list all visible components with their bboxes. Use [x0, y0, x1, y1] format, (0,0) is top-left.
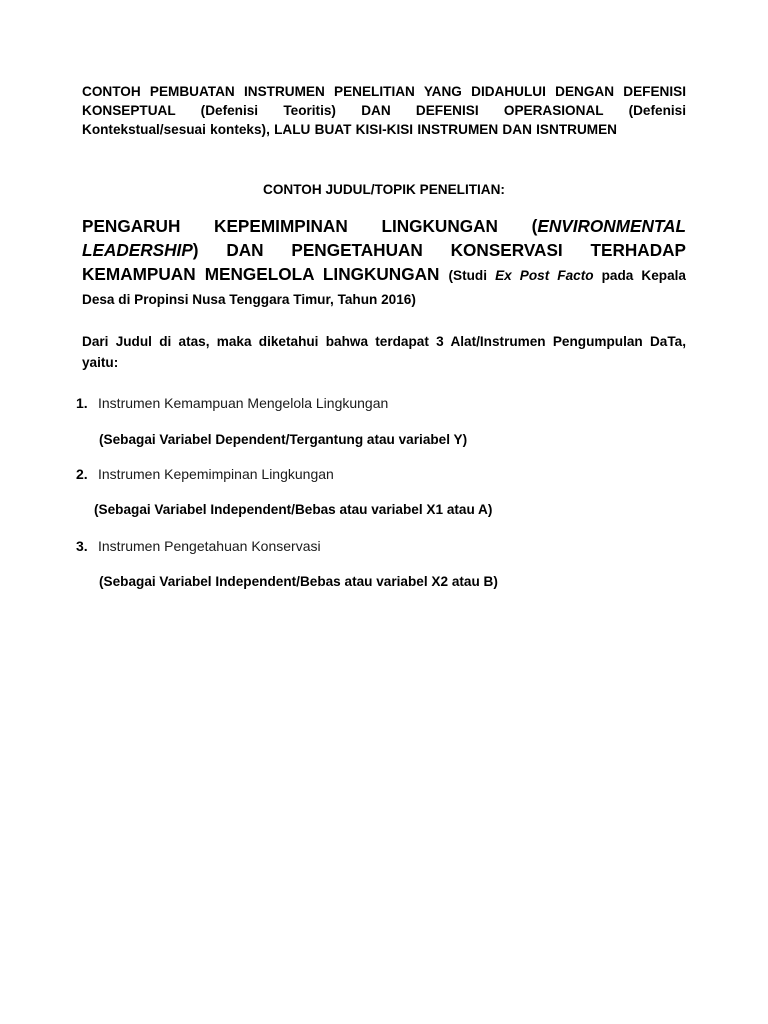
item-number: 3. [76, 538, 88, 554]
lead-paragraph: Dari Judul di atas, maka diketahui bahwa terdapat 3 Alat/Instrumen Pengumpulan DaTa, yaitu: [82, 334, 686, 370]
item-note-1: (Sebagai Variabel Dependent/Tergantung atau variabel Y) [99, 432, 468, 447]
instrument-item-1 [76, 393, 388, 413]
item-number: 1. [76, 395, 88, 411]
item-name: Instrumen Kemampuan Mengelola Lingkungan [98, 395, 389, 411]
item-name: Instrumen Kepemimpinan Lingkungan [98, 466, 334, 482]
title-part-1: PENGARUH KEPEMIMPINAN LINGKUNGAN ( [82, 216, 538, 236]
title-italic-term: ENVIRONMENTAL LEADERSHIP [82, 216, 686, 260]
instrument-item-2 [76, 464, 334, 484]
study-note-italic: Ex Post Facto [495, 268, 594, 283]
study-note-close: pada Kepala Desa di Propinsi Nusa Tenggara Timur, Tahun 2016) [82, 268, 686, 307]
item-note-3: (Sebagai Variabel Independent/Bebas atau variabel X2 atau B) [99, 574, 498, 589]
item-number: 2. [76, 466, 88, 482]
item-note-2: (Sebagai Variabel Independent/Bebas atau variabel X1 atau A) [94, 502, 493, 517]
title-part-3: ) DAN PENGETAHUAN KONSERVASI TERHADAP KEMAMPUAN MENGELOLA LINGKUNGAN [82, 240, 686, 284]
item-name: Instrumen Pengetahuan Konservasi [98, 538, 321, 554]
study-note-open: (Studi [448, 268, 496, 283]
section-subheading: CONTOH JUDUL/TOPIK PENELITIAN: [263, 182, 505, 197]
instrument-item-3 [76, 536, 321, 556]
intro-paragraph: CONTOH PEMBUATAN INSTRUMEN PENELITIAN YANG DIDAHULUI DENGAN DEFENISI KONSEPTUAL (Defenisi Teoritis) DAN DEFENISI OPERASIONAL (Defenisi Kontekstual/sesuai konteks), LALU BUAT KISI-KISI INSTRUMEN DAN ISNTRUMEN [82, 84, 686, 137]
research-title [82, 214, 686, 310]
